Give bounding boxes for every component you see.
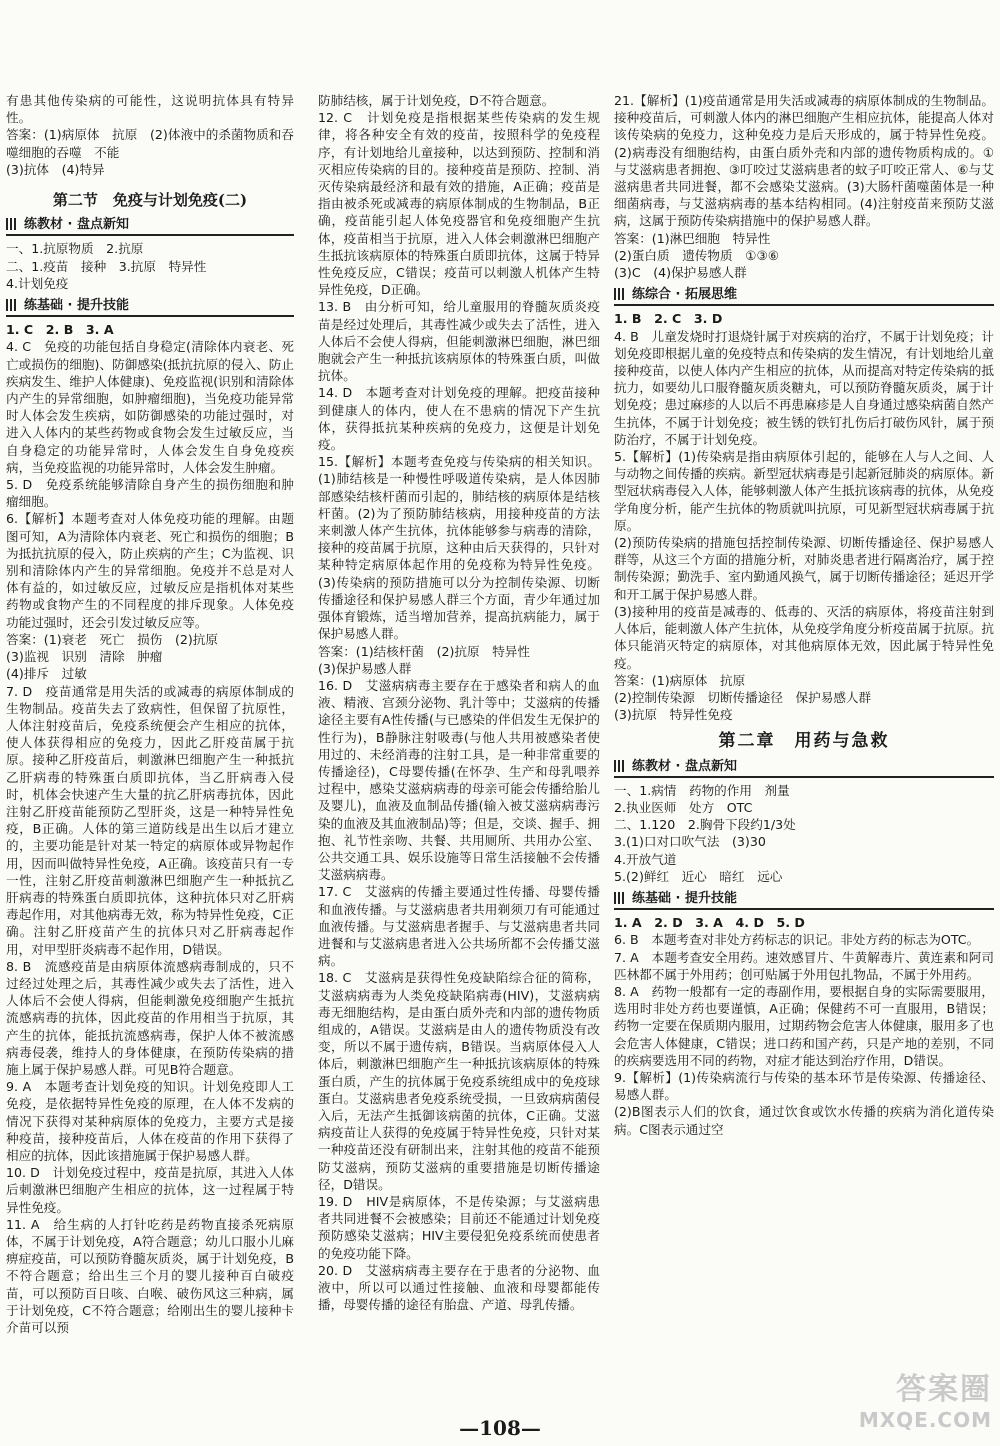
answer-item: 10. D 计划免疫过程中，疫苗是抗原，其进入人体后刺激淋巴细胞产生相应的抗体，这一过程属于特异性免疫。 bbox=[6, 1165, 294, 1215]
section-bar: 练基础 · 提升技能 bbox=[614, 889, 994, 910]
answer-line: (3)保护易感人群 bbox=[318, 660, 412, 676]
paragraph: 防肺结核，属于计划免疫，D不符合题意。 bbox=[318, 93, 555, 108]
answer-line: 2.执业医师 处方 OTC bbox=[614, 799, 753, 815]
answer-item: 17. C 艾滋病的传播主要通过性传播、母婴传播和血液传播。与艾滋病患者共用剃须刀有可能通过血液传播。与艾滋病患者握手、与艾滋病患者共同进餐和与艾滋病患者进入公共场所都不会传播艾滋病。 bbox=[318, 884, 600, 969]
answer-item: 5. D 免疫系统能够清除自身产生的损伤细胞和肿瘤细胞。 bbox=[6, 477, 294, 510]
answer-item: 16. D 艾滋病病毒主要存在于感染者和病人的血液、精液、宫颈分泌物、乳汁等中；艾滋病的传播途径主要有A性传播(与已感染的伴侣发生无保护的性行为)，B静脉注射吸毒(与他人共用被感染者使用过的、未经消毒的注射工具，是一种非常重要的传播途径)，C母婴传播(在怀孕、生产和母乳喂养过程中，感染艾滋病病毒的母亲可能会传播给胎儿及婴儿)，血液及血制品传播(输入被艾滋病病毒污染的血液及其血液制品)等；但是，交谈、握手、拥抱、礼节性亲吻、共餐、共用厕所、共用办公室、公共交通工具、娱乐设施等日常生活接触不会传播艾滋病病毒。 bbox=[318, 677, 600, 883]
answer-line: 答案：(1)淋巴细胞 特异性 bbox=[614, 230, 771, 246]
column-right bbox=[614, 92, 994, 1138]
answer-line: (2)控制传染源 切断传播途径 保护易感人群 bbox=[614, 689, 872, 705]
answer-line: (3)监视 识别 清除 肿瘤 bbox=[6, 649, 163, 665]
answer-line: 1. C 2. B 3. A bbox=[6, 322, 114, 338]
answer-line: (3)抗体 (4)特异 bbox=[6, 161, 105, 177]
answer-line: 4.开放气道 bbox=[614, 851, 677, 867]
answer-item: 12. C 计划免疫是指根据某些传染病的发生规律，将各种安全有效的疫苗，按照科学的免疫程序，有计划地给儿童接种，以达到预防、控制和消灭相应传染病的目的。接种疫苗是预防、控制、消灭传染病最经济和最有效的措施，A正确；疫苗是指由被杀死或减毒的病原体制成的生物制品，B正确，疫苗能引起人体免疫器官和免疫细胞产生抗体，疫苗相当于抗原，进入人体会刺激淋巴细胞产生抵抗该病原体的特殊蛋白质即抗体，这属于特异性免疫反应，C错误；疫苗可以刺激人机体产生特异性免疫，D正确。 bbox=[318, 110, 600, 298]
column-middle bbox=[318, 92, 600, 1313]
answer-item: 8. B 流感疫苗是由病原体流感病毒制成的，只不过经过处理之后，其毒性减少或失去了活性，进入人体后不会使人得病，但能刺激免疫细胞产生抵抗流感病毒的抗体，因此疫苗的作用相当于抗原，其产生的抗体，能抵抗流感病毒，保护人体不被流感病毒侵袭，维持人的身体健康，在预防传染病的措施上属于保护易感人群。可见B符合题意。 bbox=[6, 958, 294, 1077]
answer-item: 13. B 由分析可知，给儿童服用的脊髓灰质炎疫苗是经过处理后，其毒性减少或失去了活性，进入人体后不会使人得病，但能刺激淋巴细胞，淋巴细胞就会产生一种抵抗该病原体的特殊蛋白质，叫做抗体。 bbox=[318, 299, 600, 384]
answer-item: 7. A 本题考查安全用药。速效感冒片、牛黄解毒片、黄连素和阿司匹林都不属于外用药；创可贴属于外用包扎物品，不属于外用药。 bbox=[614, 949, 994, 982]
page-number: —108— bbox=[459, 1416, 541, 1440]
answer-line: 3.(1)口对口吹气法 (3)30 bbox=[614, 834, 766, 850]
answer-line: 1. A 2. D 3. A 4. D 5. D bbox=[614, 915, 805, 931]
watermark-url: MXQE.COM bbox=[858, 1408, 992, 1432]
answer-item: 11. A 给生病的人打针吃药是药物直接杀死病原体，不属于计划免疫，A符合题意；幼儿口服小儿麻痹症疫苗，可以预防脊髓灰质炎，属于计划免疫，B不符合题意；给出生三个月的婴儿接种百白破疫苗，可以预防百日咳、白喉、破伤风这三种病，属于计划免疫，C不符合题意；给刚出生的婴儿接种卡介苗可以预 bbox=[6, 1216, 294, 1336]
answer-line: 4.计划免疫 bbox=[6, 275, 69, 291]
answer-item: 6. B 本题考查对非处方药标志的识记。非处方药的标志为OTC。 bbox=[614, 932, 980, 948]
answer-item: 14. D 本题考查对计划免疫的理解。把疫苗接种到健康人的体内，使人在不患病的情况下产生抗体，获得抵抗某种疾病的免疫力，这便是计划免疫。 bbox=[318, 385, 600, 453]
section-bar: 练教材 · 盘点新知 bbox=[614, 757, 994, 778]
paragraph: 有患其他传染病的可能性，这说明抗体具有特异性。 bbox=[6, 93, 294, 126]
column-left bbox=[6, 92, 294, 1336]
answer-item: 4. B 儿童发烧时打退烧针属于对疾病的治疗，不属于计划免疫；计划免疫即根据儿童的免疫特点和传染病的发生情况，有计划地给儿童接种疫苗，以使人体内产生相应的抗体，从而提高对特定传染病的抵抗力，如要幼儿口服脊髓灰质炎糖丸，可以预防脊髓灰质炎，属于计划免疫；患过麻疹的人以后不再患麻疹是人自身通过感染病菌自然产生抗体，不属于计划免疫；被生锈的铁钉扎伤后打破伤风针，属于预防治疗，不属于计划免疫。 bbox=[614, 328, 994, 447]
answer-item: 4. C 免疫的功能包括自身稳定(清除体内衰老、死亡或损伤的细胞)、防御感染(抵抗抗原的侵入、防止疾病发生、维护人体健康)、免疫监视(识别和清除体内产生的异常细胞，如肿瘤细胞)，当免疫功能异常时人体会发生疾病，如防御感染的功能过强时，对进入人体内的某些药物或食物会发生过敏反应，当自身稳定的功能异常时，人体会发生自身免疫疾病，当免疫监视的功能异常时，人体会发生肿瘤。 bbox=[6, 339, 294, 475]
answer-item: 6.【解析】本题考查对人体免疫功能的理解。由题图可知，A为清除体内衰老、死亡和损伤的细胞；B为抵抗抗原的侵入，防止疾病的产生；C为监视、识别和清除体内产生的异常细胞。免疫并不总是对人体有益的，如过敏反应，过敏反应是指机体对某些药物或食物产生的不同程度的排斥现象。人体免疫功能过强时，还会引发过敏反应等。 bbox=[6, 511, 294, 630]
answer-line: 答案：(1)病原体 抗原 (2)体液中的杀菌物质和吞噬细胞的吞噬 不能 bbox=[6, 127, 294, 160]
watermark-text: 答案圈 bbox=[896, 1372, 992, 1407]
answer-line: 一、1.抗原物质 2.抗原 bbox=[6, 241, 144, 257]
section-bar: 练综合 · 拓展思维 bbox=[614, 285, 994, 306]
answer-line: 5.(2)鲜红 近心 暗红 远心 bbox=[614, 868, 783, 884]
answer-line: 1. B 2. C 3. D bbox=[614, 311, 723, 327]
answer-item: 9.【解析】(1)传染病流行与传染的基本环节是传染源、传播途径、易感人群。 bbox=[614, 1069, 994, 1103]
section-bar: 练教材 · 盘点新知 bbox=[6, 215, 294, 236]
answer-item: 9. A 本题考查计划免疫的知识。计划免疫即人工免疫，是依据特异性免疫的原理，在人体不发病的情况下获得对某种病原体的免疫力，主要方式是接种疫苗，接种疫苗后，人体在疫苗的作用下获得了相应的抗体，因此该措施属于保护易感人群。 bbox=[6, 1079, 294, 1163]
answer-line: 一、1.病情 药物的作用 剂量 bbox=[614, 782, 790, 798]
answer-line: (4)排斥 过敏 bbox=[6, 666, 87, 682]
answer-item: 5.【解析】(1)传染病是指由病原体引起的，能够在人与人之间、人与动物之间传播的疾病。新型冠状病毒是引起新冠肺炎的病原体。新型冠状病毒侵入人体，能够刺激人体产生抵抗该病毒的抗体，从免疫学角度分析，能产生抗体的物质就叫抗原，可见新型冠状病毒属于抗原。 bbox=[614, 449, 994, 533]
answer-item: 19. D HIV是病原体，不是传染源；与艾滋病患者共同进餐不会被感染；目前还不能通过计划免疫预防感染艾滋病；HIV主要侵犯免疫系统而使患者的免疫功能下降。 bbox=[318, 1194, 600, 1261]
answer-item: (3)接种用的疫苗是减毒的、低毒的、灭活的病原体，将疫苗注射到人体后，能刺激人体产生抗体，从免疫学角度分析疫苗属于抗原。抗体只能消灭特定的病原体，对其他病原体无效，因此属于特异性免疫。 bbox=[614, 603, 994, 671]
answer-line: 二、1.疫苗 接种 3.抗原 特异性 bbox=[6, 258, 207, 274]
answer-item: 20. D 艾滋病病毒主要存在于患者的分泌物、血液中，所以可以通过性接触、血液和母婴都能传播，母婴传播的途径有胎盘、产道、母乳传播。 bbox=[318, 1262, 600, 1313]
answer-line: 答案：(1)衰老 死亡 损伤 (2)抗原 bbox=[6, 631, 218, 647]
answer-line: (3)C (4)保护易感人群 bbox=[614, 265, 747, 281]
answer-item: 8. A 药物一般都有一定的毒副作用，要根据自身的实际需要服用，选用时非处方药也要谨慎，A正确；保健药不可一直服用，B错误；药物一定要在保质期内服用，过期药物会危害人体健康，服用多了也会危害人体健康，C错误；进口药和国产药，只是产地的差别，不同的疾病要选用不同的药物，对症才能达到治疗作用，D错误。 bbox=[614, 983, 994, 1068]
answer-line: 答案：(1)病原体 抗原 bbox=[614, 672, 746, 688]
answer-item: 7. D 疫苗通常是用失活的或减毒的病原体制成的生物制品。疫苗失去了致病性，但保留了抗原性，人体注射疫苗后，免疫系统便会产生相应的抗体，使人体获得相应的免疫力，因此乙肝疫苗属于抗原。接种乙肝疫苗后，刺激淋巴细胞产生一种抵抗乙肝病毒的特殊蛋白质即抗体，当乙肝病毒入侵时，机体会快速产生大量的抗乙肝病毒抗体，因此注射乙肝疫苗能预防乙型肝炎，这是一种特异性免疫，B正确。人体的第三道防线是出生以后才建立的，主要功能是针对某一特定的病原体或异物起作用，因而叫做特异性免疫，A正确。该疫苗只有一专一性，注射乙肝疫苗刺激淋巴细胞产生一种抵抗乙肝病毒的特殊蛋白质即抗体，这种抗体只对乙肝病毒起作用，对其他病毒无效，称为特异性免疫，C正确。注射乙肝疫苗产生的抗体只对乙肝病毒起作用，对甲型肝炎病毒不起作用，D错误。 bbox=[6, 683, 294, 957]
answer-line: 二、1.120 2.胸骨下段约1/3处 bbox=[614, 817, 796, 833]
answer-item: 21.【解析】(1)疫苗通常是用失活或减毒的病原体制成的生物制品。接种疫苗后，可刺激人体内的淋巴细胞产生相应抗体，能提高人体对该传染病的免疫力，这种免疫力是后天形成的，属于特异性免疫。(2)病毒没有细胞结构，由蛋白质外壳和内部的遗传物质构成的。①与艾滋病患者拥抱、③叮咬过艾滋病患者的蚊子叮咬正常人、⑥与艾滋病患者共同进餐，都不会感染艾滋病。(3)大肠杆菌噬菌体是一种细菌病毒，与艾滋病病毒的基本结构相同。(4)注射疫苗来预防艾滋病，这属于预防传染病措施中的保护易感人群。 bbox=[614, 93, 994, 229]
chapter-title: 第二章 用药与急救 bbox=[718, 731, 890, 752]
section-title: 第二节 免疫与计划免疫(二) bbox=[52, 191, 248, 210]
answer-line: (3)抗原 特异性免疫 bbox=[614, 707, 733, 723]
answer-item: 15.【解析】本题考查免疫与传染病的相关知识。(1)肺结核是一种慢性呼吸道传染病，是人体因肺部感染结核杆菌而引起的，肺结核的病原体是结核杆菌。(2)为了预防肺结核病，用接种疫苗的方法来刺激人体产生抗体，抗体能够参与病毒的清除，接种的疫苗属于抗原，这种由后天获得的，只针对某种特定病原体起作用的免疫称为特异性免疫。(3)传染病的预防措施可以分为控制传染源、切断传播途径和保护易感人群三个方面，青少年通过加强体育锻炼，适当增加营养，提高抗病能力，属于保护易感人群。 bbox=[318, 454, 600, 642]
answer-line: 答案：(1)结核杆菌 (2)抗原 特异性 bbox=[318, 643, 530, 659]
answer-item: 18. C 艾滋病是获得性免疫缺陷综合征的简称，艾滋病病毒为人类免疫缺陷病毒(HIV)，艾滋病病毒无细胞结构，是由蛋白质外壳和内部的遗传物质组成的，A错误。艾滋病是由人的遗传物质没有改变，所以不属于遗传病，B错误。当病原体侵入人体后，刺激淋巴细胞产生一种抵抗该病原体的特殊蛋白质，产生的抗体属于免疫系统组成中的免疫球蛋白。艾滋病患者免疫系统受损，一旦致病病菌侵入后，无法产生抵御该病菌的抗体，C正确。艾滋病疫苗让人获得的免疫属于特异性免疫，只针对某一种疫苗还没有研制出来，注射其他的疫苗不能预防艾滋病，预防艾滋病的重要措施是切断传播途径，D错误。 bbox=[318, 970, 600, 1192]
answer-line: (2)蛋白质 遗传物质 ①③⑥ bbox=[614, 247, 780, 263]
answer-item: (2)预防传染病的措施包括控制传染源、切断传播途径、保护易感人群等，从这三个方面的措施分析，对肺炎患者进行隔离治疗，属于控制传染源；勤洗手、室内勤通风换气，属于切断传播途径；延迟开学和开工属于保护易感人群。 bbox=[614, 535, 994, 602]
answer-item: (2)B图表示人们的饮食，通过饮食或饮水传播的疾病为消化道传染病。C图表示通过空 bbox=[614, 1104, 994, 1137]
section-bar: 练基础 · 提升技能 bbox=[6, 296, 294, 317]
watermark-logo bbox=[842, 1372, 992, 1442]
